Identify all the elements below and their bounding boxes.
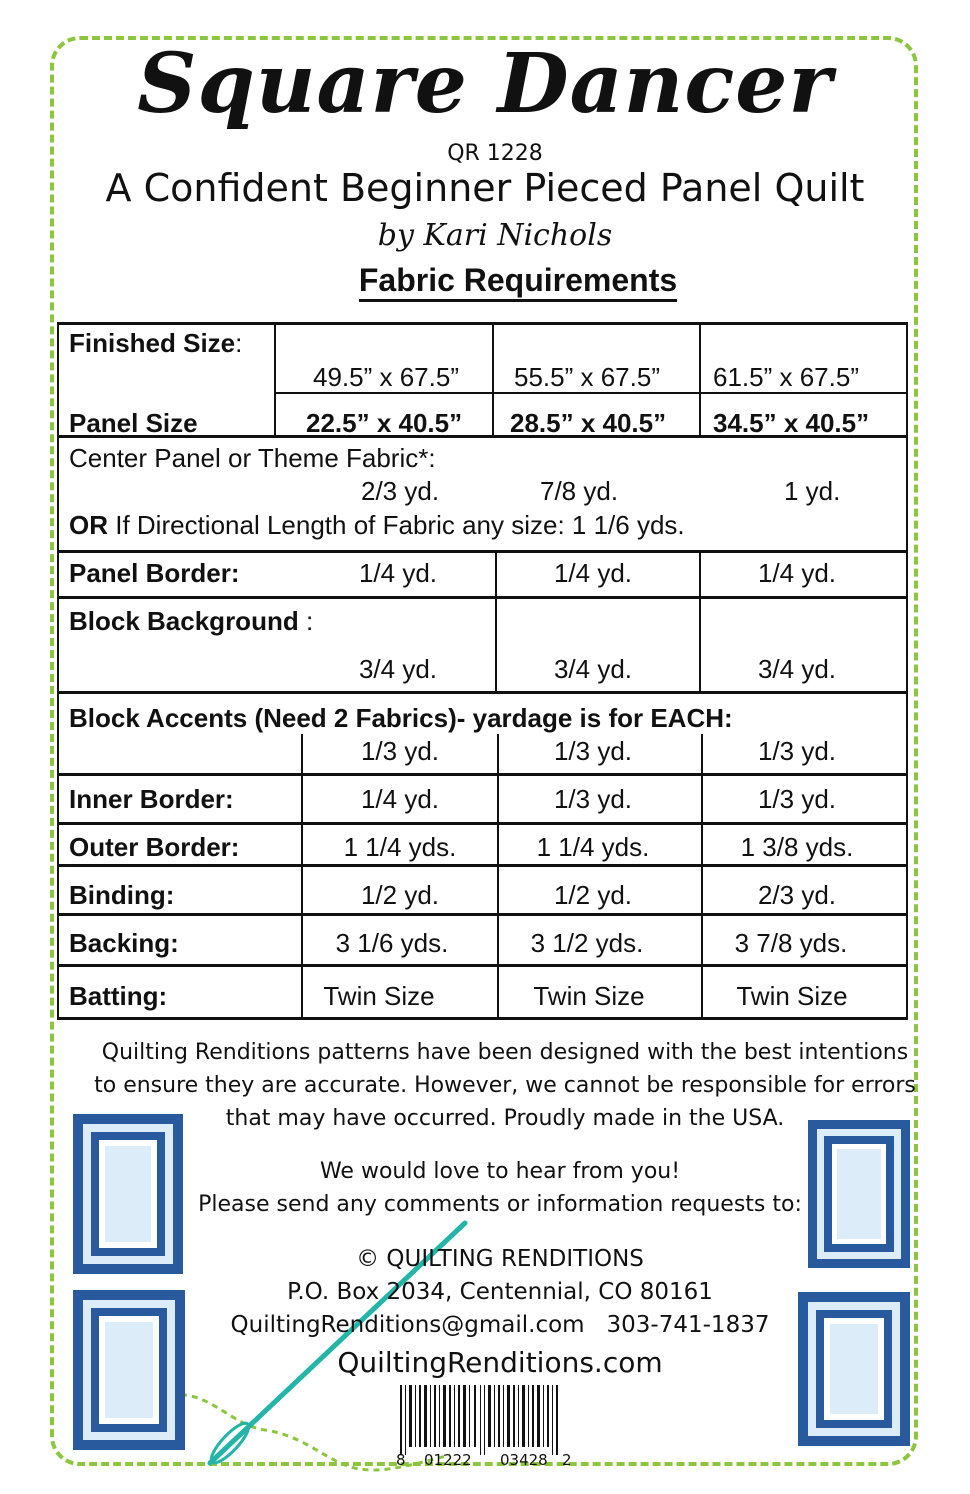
fabric-requirements-table [57, 322, 908, 1020]
contact-intro: We would love to hear from you! [319, 1159, 681, 1184]
contact-block [150, 1155, 850, 1379]
barcode-digit-group: 01222 [424, 1451, 472, 1469]
table-rule [57, 322, 59, 1020]
backing-2: 3 1/2 yds. [530, 928, 644, 958]
panel-border-label: Panel Border: [69, 558, 240, 588]
panel-border-1: 1/4 yd. [358, 558, 438, 588]
pattern-subtitle: A Confident Beginner Pieced Panel Quilt [105, 166, 865, 210]
section-heading [0, 262, 970, 299]
table-rule [57, 864, 908, 867]
block-background-label-text: Block Background [69, 606, 299, 636]
backing-3: 3 7/8 yds. [734, 928, 848, 958]
block-accents-2: 1/3 yd. [553, 736, 633, 766]
finished-size-1: 49.5” x 67.5” [313, 362, 459, 392]
table-rule [57, 964, 908, 967]
table-rule [906, 322, 908, 1020]
quilt-block-icon [73, 1290, 185, 1455]
inner-border-label: Inner Border: [69, 784, 234, 814]
panel-border-2: 1/4 yd. [553, 558, 633, 588]
colon: : [235, 328, 243, 358]
table-rule [57, 1017, 908, 1020]
barcode-digits [396, 1451, 576, 1469]
batting-2: Twin Size [533, 981, 645, 1011]
directional-line [69, 510, 685, 541]
outer-border-3: 1 3/8 yds. [740, 832, 854, 862]
copyright-line: © QUILTING RENDITIONS [356, 1246, 644, 1272]
block-background-1: 3/4 yd. [358, 654, 438, 684]
finished-size-label-text: Finished Size [69, 328, 236, 358]
panel-size-1: 22.5” x 40.5” [306, 408, 463, 438]
quilt-block-icon [798, 1292, 910, 1451]
panel-size-2: 28.5” x 40.5” [510, 408, 667, 438]
block-background-3: 3/4 yd. [757, 654, 837, 684]
backing-label: Backing: [69, 928, 179, 958]
email-link[interactable]: QuiltingRenditions@gmail.com [230, 1312, 585, 1338]
table-rule [57, 822, 908, 825]
panel-border-3: 1/4 yd. [757, 558, 837, 588]
phone-number: 303-741-1837 [606, 1312, 770, 1338]
panel-size-label: Panel Size [69, 408, 198, 438]
section-heading-text: Fabric Requirements [359, 262, 677, 302]
center-panel-1: 2/3 yd. [361, 476, 440, 506]
binding-2: 1/2 yd. [553, 880, 633, 910]
backing-1: 3 1/6 yds. [335, 928, 449, 958]
table-rule [57, 913, 908, 916]
binding-3: 2/3 yd. [757, 880, 837, 910]
barcode-digit: 8 [396, 1451, 406, 1469]
table-rule [57, 550, 908, 553]
contact-email-phone [150, 1309, 850, 1342]
quilt-block-icon [73, 1114, 183, 1279]
inner-border-2: 1/3 yd. [553, 784, 633, 814]
or-label: OR [69, 510, 108, 540]
barcode-bars [396, 1385, 576, 1455]
center-panel-label: Center Panel or Theme Fabric*: [69, 443, 436, 473]
quilt-block-icon [808, 1120, 910, 1273]
finished-size-label [69, 328, 242, 359]
outer-border-1: 1 1/4 yds. [343, 832, 457, 862]
barcode-digit: 2 [562, 1451, 572, 1469]
table-rule [701, 734, 703, 1020]
inner-border-3: 1/3 yd. [757, 784, 837, 814]
outer-border-2: 1 1/4 yds. [536, 832, 650, 862]
table-rule [57, 773, 908, 776]
center-panel-3: 1 yd. [784, 476, 841, 506]
table-rule [57, 596, 908, 599]
inner-border-1: 1/4 yd. [360, 784, 440, 814]
barcode-digit-group: 03428 [500, 1451, 548, 1469]
panel-size-3: 34.5” x 40.5” [713, 408, 870, 438]
disclaimer-line: Quilting Renditions patterns have been designed with the best intentions [101, 1040, 909, 1065]
directional-text: If Directional Length of Fabric any size: 1 1/6 yds. [115, 510, 685, 540]
block-accents-3: 1/3 yd. [757, 736, 837, 766]
barcode [396, 1385, 576, 1475]
center-panel-2: 7/8 yd. [540, 476, 619, 506]
table-rule [301, 734, 303, 1020]
batting-label: Batting: [69, 981, 168, 1011]
disclaimer-line: that may have occurred. Proudly made in the USA. [225, 1106, 785, 1131]
block-accents-1: 1/3 yd. [360, 736, 440, 766]
outer-border-label: Outer Border: [69, 832, 240, 862]
disclaimer-line: to ensure they are accurate. However, we cannot be responsible for errors [94, 1073, 916, 1098]
table-rule [57, 322, 908, 325]
finished-size-3: 61.5” x 67.5” [713, 362, 859, 392]
table-rule [57, 691, 908, 694]
batting-3: Twin Size [736, 981, 848, 1011]
mailing-address: P.O. Box 2034, Centennial, CO 80161 [287, 1279, 713, 1305]
website-link[interactable]: QuiltingRenditions.com [337, 1346, 663, 1379]
author-credit: by Kari Nichols [377, 218, 613, 253]
block-accents-label: Block Accents (Need 2 Fabrics)- yardage is for EACH: [69, 703, 733, 733]
finished-size-2: 55.5” x 67.5” [514, 362, 660, 392]
contact-request: Please send any comments or information requests to: [198, 1192, 802, 1217]
table-rule [274, 322, 276, 437]
table-rule [492, 322, 494, 437]
block-background-label [69, 606, 313, 637]
block-background-2: 3/4 yd. [553, 654, 633, 684]
pattern-code: QR 1228 [447, 141, 543, 166]
binding-label: Binding: [69, 880, 175, 910]
batting-1: Twin Size [323, 981, 435, 1011]
binding-1: 1/2 yd. [360, 880, 440, 910]
table-rule [497, 734, 499, 1020]
table-rule [699, 322, 701, 437]
pattern-title: Square Dancer [137, 36, 833, 132]
colon: : [298, 606, 314, 636]
